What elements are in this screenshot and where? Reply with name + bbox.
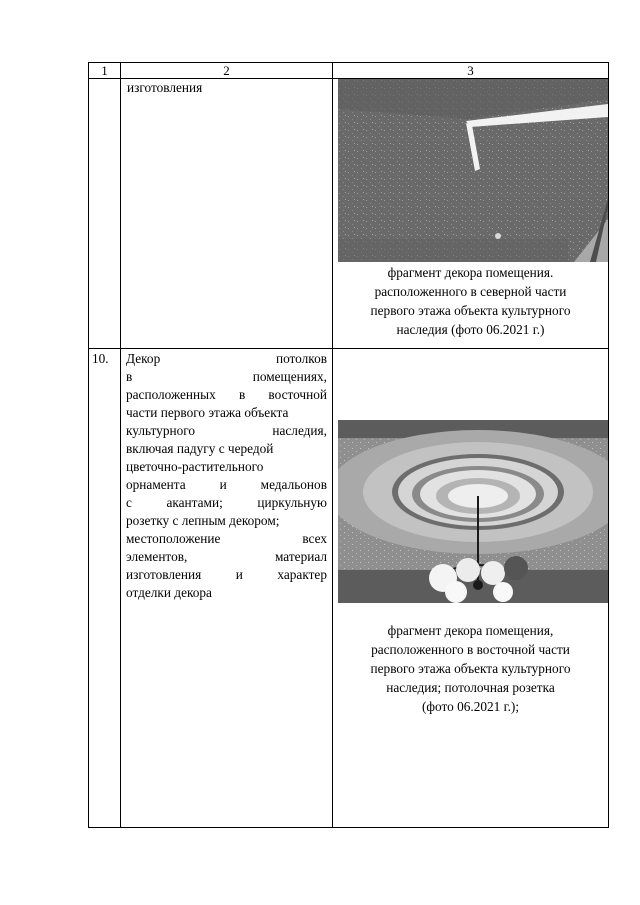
prev-row-caption <box>333 263 608 339</box>
desc-word: наследия, <box>272 423 327 438</box>
desc-word: розетку с лепным декором; <box>126 513 280 528</box>
desc-word: элементов, <box>126 549 188 564</box>
desc-word: всех <box>302 531 327 546</box>
photo-ceiling-rosette-image <box>338 420 608 603</box>
desc-word: части первого этажа объекта <box>126 405 289 420</box>
desc-line <box>126 350 327 368</box>
desc-word: расположенных <box>126 387 216 402</box>
desc-word: включая падугу с чередой <box>126 441 274 456</box>
desc-word: потолков <box>275 351 327 366</box>
desc-word: орнамента <box>126 477 186 492</box>
table-left-border <box>88 62 89 828</box>
desc-word: характер <box>277 567 327 582</box>
caption-line: расположенного в восточной части <box>371 642 570 657</box>
desc-word: цветочно-растительного <box>126 459 264 474</box>
desc-word: акантами; <box>166 495 223 510</box>
desc-word: с <box>126 495 132 510</box>
desc-word: местоположение <box>126 531 221 546</box>
row-10-caption <box>333 621 608 716</box>
desc-line <box>126 566 327 584</box>
desc-word: восточной <box>268 387 327 402</box>
table-right-border <box>608 62 609 828</box>
caption-line: фрагмент декора помещения. <box>387 265 554 280</box>
desc-line <box>126 530 327 548</box>
desc-line <box>126 422 327 440</box>
desc-line <box>126 404 327 422</box>
desc-word: и <box>235 567 243 582</box>
caption-line: фрагмент декора помещения, <box>387 623 554 638</box>
desc-line <box>126 368 327 386</box>
desc-word: циркульную <box>257 495 327 510</box>
desc-word: в <box>126 369 133 384</box>
caption-line: наследия; потолочная розетка <box>386 680 555 695</box>
header-col-1: 1 <box>101 63 108 78</box>
desc-line <box>126 494 327 512</box>
photo-north-ceiling <box>338 79 608 262</box>
desc-word: изготовления <box>126 567 202 582</box>
header-col-2: 2 <box>223 63 230 78</box>
caption-line: расположенного в северной части <box>374 284 567 299</box>
photo-north-ceiling-image <box>338 79 608 262</box>
caption-line: наследия (фото 06.2021 г.) <box>396 322 545 337</box>
col-divider-1 <box>120 62 121 828</box>
desc-line <box>126 476 327 494</box>
desc-word: отделки декора <box>126 585 212 600</box>
desc-line <box>126 548 327 566</box>
desc-line <box>126 458 327 476</box>
desc-line <box>126 512 327 530</box>
caption-line: первого этажа объекта культурного <box>370 661 571 676</box>
row-separator <box>88 348 609 349</box>
row-number: 10. <box>92 351 109 366</box>
prev-row-description: изготовления <box>127 80 203 95</box>
desc-word: помещениях, <box>252 369 327 384</box>
desc-line <box>126 386 327 404</box>
header-col-3: 3 <box>467 63 474 78</box>
desc-word: и <box>219 477 227 492</box>
photo-ceiling-rosette <box>338 420 608 603</box>
desc-word: культурного <box>126 423 195 438</box>
desc-word: в <box>238 387 246 402</box>
row-10-description <box>126 350 327 602</box>
desc-line <box>126 440 327 458</box>
table-bottom-border <box>88 827 609 828</box>
desc-line <box>126 584 327 602</box>
desc-word: материал <box>274 549 327 564</box>
caption-line: первого этажа объекта культурного <box>370 303 571 318</box>
caption-line: (фото 06.2021 г.); <box>421 699 520 714</box>
desc-word: медальонов <box>260 477 327 492</box>
desc-word: Декор <box>126 351 161 366</box>
